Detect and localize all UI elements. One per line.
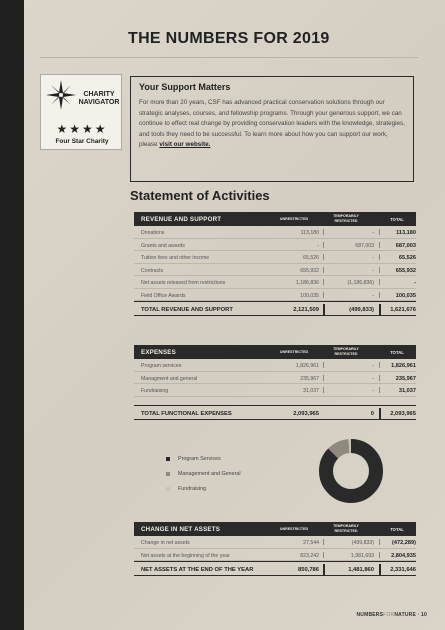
footer-nature: NATURE bbox=[394, 612, 416, 618]
col-temp-restricted bbox=[326, 524, 366, 534]
total-total: 2,093,965 bbox=[390, 410, 416, 417]
col-unrestricted: UNRESTRICTED bbox=[279, 217, 309, 221]
page-spine bbox=[0, 0, 24, 630]
title-divider bbox=[40, 57, 418, 58]
support-body-text: For more than 20 years, CSF has advanced practical conservation solutions through our strategic analyses, courses, and fellowship programs. Through your generous support, we can continue to effect real change by providing conservation leaders with the knowledge, strategies, and tools they need to be successful. To learn more about how you can support our work, please bbox=[139, 99, 405, 148]
star-rating: ★★★★ bbox=[56, 122, 108, 136]
row-label: Field Office Awards bbox=[141, 292, 186, 299]
row-restricted: (1,186,836) bbox=[347, 280, 374, 286]
legend-swatch bbox=[166, 457, 170, 461]
badge-name bbox=[77, 91, 121, 107]
total-total: 1,621,676 bbox=[390, 307, 416, 313]
total-unrestricted: 2,121,509 bbox=[293, 307, 319, 313]
row-restricted: 1,981,693 bbox=[350, 552, 374, 559]
row-total: 655,932 bbox=[395, 267, 416, 274]
expense-rows bbox=[134, 359, 416, 397]
row-total: 31,037 bbox=[398, 388, 416, 394]
row-unrestricted: 655,932 bbox=[300, 267, 319, 274]
revenue-table bbox=[134, 212, 416, 316]
footer-numbers: NUMBERS bbox=[356, 612, 384, 618]
legend-label: Program Services bbox=[178, 456, 221, 462]
total-restricted: 1,481,860 bbox=[348, 567, 374, 573]
row-total: 1,826,961 bbox=[391, 363, 416, 369]
row-restricted: (499,833) bbox=[351, 540, 374, 546]
row-label: Net assets released from restrictions bbox=[141, 280, 226, 286]
col-temp-restricted-line1: TEMPORARILY bbox=[333, 524, 359, 528]
col-total: TOTAL bbox=[390, 527, 404, 532]
table-row bbox=[134, 239, 416, 252]
footer-for: FOR bbox=[383, 612, 395, 618]
row-restricted: - bbox=[372, 255, 374, 261]
expenses-table bbox=[134, 345, 416, 420]
total-unrestricted: 850,786 bbox=[298, 567, 319, 573]
row-restricted: - bbox=[372, 230, 374, 236]
row-total: 100,035 bbox=[395, 292, 416, 299]
total-total: 2,331,646 bbox=[390, 567, 416, 573]
row-total: 687,003 bbox=[395, 242, 416, 249]
row-unrestricted: 1,186,836 bbox=[295, 280, 319, 286]
row-restricted: - bbox=[372, 292, 374, 299]
row-restricted: - bbox=[372, 267, 374, 274]
revenue-rows bbox=[134, 226, 416, 301]
row-label: Fundraising bbox=[141, 388, 169, 394]
expenses-header-label: EXPENSES bbox=[141, 349, 176, 356]
support-body bbox=[139, 98, 405, 151]
row-unrestricted: 235,967 bbox=[300, 375, 319, 382]
table-row bbox=[134, 536, 416, 549]
row-unrestricted: 100,035 bbox=[300, 292, 319, 299]
row-unrestricted: - bbox=[317, 242, 319, 249]
total-label: TOTAL FUNCTIONAL EXPENSES bbox=[141, 410, 232, 417]
row-label: Program services bbox=[141, 363, 182, 369]
row-total: 113,180 bbox=[396, 230, 416, 236]
row-label: Donations bbox=[141, 230, 165, 236]
row-unrestricted: 1,826,961 bbox=[295, 363, 319, 369]
table-row bbox=[134, 384, 416, 397]
expenses-total-row bbox=[134, 405, 416, 420]
table-row bbox=[134, 549, 416, 562]
net-assets-total-row bbox=[134, 561, 416, 576]
revenue-total-row bbox=[134, 301, 416, 316]
section-title: Statement of Activities bbox=[130, 188, 270, 203]
page-footer bbox=[356, 612, 427, 618]
donut-slice bbox=[326, 446, 376, 496]
legend-label: Fundraising bbox=[178, 486, 207, 492]
website-link[interactable]: visit our website. bbox=[159, 141, 211, 148]
net-asset-rows bbox=[134, 536, 416, 561]
total-label: TOTAL REVENUE AND SUPPORT bbox=[141, 307, 233, 313]
row-restricted: 687,003 bbox=[355, 242, 374, 249]
expenses-donut-chart bbox=[318, 438, 384, 504]
row-unrestricted: 27,544 bbox=[303, 540, 319, 546]
row-label: Managment and general bbox=[141, 375, 198, 382]
legend-swatch bbox=[166, 487, 170, 491]
row-total: - bbox=[414, 280, 416, 286]
revenue-header-label: REVENUE AND SUPPORT bbox=[141, 216, 222, 223]
row-label: Change in net assets bbox=[141, 540, 190, 546]
total-unrestricted: 2,093,965 bbox=[293, 410, 319, 417]
col-total: TOTAL bbox=[390, 350, 404, 355]
support-box bbox=[130, 76, 414, 182]
table-row bbox=[134, 264, 416, 277]
total-restricted: 0 bbox=[370, 410, 374, 417]
col-temp-restricted-line2: RESTRICTED bbox=[334, 352, 358, 356]
col-temp-restricted bbox=[326, 214, 366, 224]
row-unrestricted: 31,037 bbox=[303, 388, 319, 394]
col-temp-restricted-line2: RESTRICTED bbox=[334, 529, 358, 533]
row-restricted: - bbox=[372, 363, 374, 369]
row-unrestricted: 65,526 bbox=[303, 255, 319, 261]
support-heading: Your Support Matters bbox=[139, 82, 231, 92]
table-row bbox=[134, 289, 416, 302]
col-total: TOTAL bbox=[390, 217, 404, 222]
row-restricted: - bbox=[372, 375, 374, 382]
col-temp-restricted bbox=[326, 347, 366, 357]
col-temp-restricted-line2: RESTRICTED bbox=[334, 219, 358, 223]
legend-swatch bbox=[166, 472, 170, 476]
row-label: Tuition fees and other income bbox=[141, 255, 210, 261]
col-temp-restricted-line1: TEMPORARILY bbox=[333, 347, 359, 351]
col-temp-restricted-line1: TEMPORARILY bbox=[333, 214, 359, 218]
badge-label: Four Star Charity bbox=[55, 138, 109, 145]
row-total: 235,967 bbox=[395, 375, 416, 382]
table-row bbox=[134, 372, 416, 385]
table-row bbox=[134, 226, 416, 239]
row-label: Contracts bbox=[141, 267, 164, 274]
compass-icon bbox=[45, 79, 77, 111]
table-row bbox=[134, 359, 416, 372]
total-label: NET ASSETS AT THE END OF THE YEAR bbox=[141, 567, 254, 573]
page-title: THE NUMBERS FOR 2019 bbox=[128, 30, 330, 47]
col-unrestricted: UNRESTRICTED bbox=[279, 527, 309, 531]
row-total: 65,526 bbox=[398, 255, 416, 261]
revenue-header bbox=[134, 212, 416, 226]
net-assets-header-label: CHANGE IN NET ASSETS bbox=[141, 526, 221, 533]
row-label: Net assets at the beginning of the year bbox=[141, 552, 230, 559]
row-total: 2,804,935 bbox=[391, 552, 416, 559]
net-assets-header bbox=[134, 522, 416, 536]
row-restricted: - bbox=[372, 388, 374, 394]
row-unrestricted: 823,242 bbox=[300, 552, 319, 559]
total-restricted: (499,833) bbox=[349, 307, 374, 313]
expenses-header bbox=[134, 345, 416, 359]
table-row bbox=[134, 251, 416, 264]
col-unrestricted: UNRESTRICTED bbox=[279, 350, 309, 354]
legend-label: Management and General bbox=[178, 471, 241, 477]
net-assets-table bbox=[134, 522, 416, 576]
charity-navigator-badge bbox=[40, 74, 122, 150]
badge-name-line1: CHARITY bbox=[83, 91, 115, 98]
row-label: Grants and awards bbox=[141, 242, 185, 249]
table-row bbox=[134, 276, 416, 289]
badge-name-line2: NAVIGATOR bbox=[78, 99, 120, 106]
row-unrestricted: 113,180 bbox=[300, 230, 319, 236]
page-number: · 10 bbox=[417, 612, 427, 618]
row-total: (472,289) bbox=[392, 540, 416, 546]
